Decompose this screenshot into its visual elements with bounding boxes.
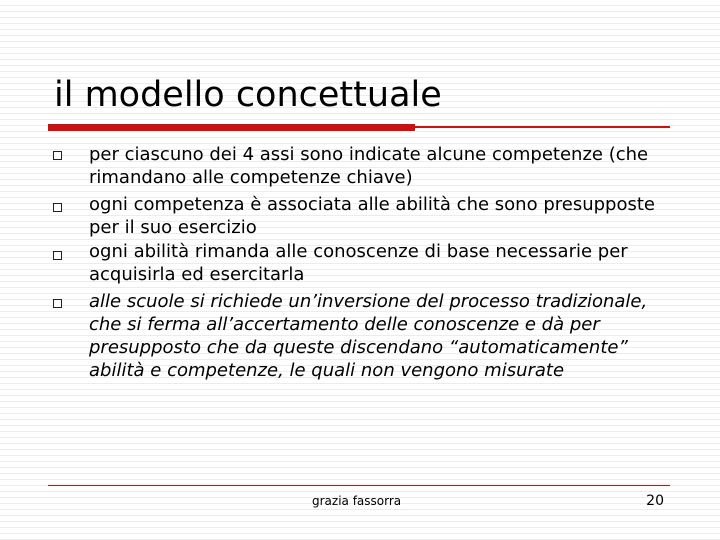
title-divider-line xyxy=(415,126,670,128)
footer-divider-line xyxy=(48,485,670,486)
title-accent-bar xyxy=(48,124,415,131)
hollow-square-icon xyxy=(53,299,62,308)
footer-author: grazia fassorra xyxy=(312,494,402,508)
bullet-text: ogni competenza è associata alle abilità che sono presupposte per il suo esercizio xyxy=(89,194,655,238)
slide-title: il modello concettuale xyxy=(54,75,442,115)
bullet-text: ogni abilità rimanda alle conoscenze di base necessarie per acquisirla ed esercitarla xyxy=(89,241,628,285)
page-number: 20 xyxy=(646,493,664,509)
bullet-text: alle scuole si richiede un’inversione del processo tradizionale, che si ferma all’accertamento delle conoscenze e dà per presupposto che da queste discendano “automaticamente” abilità e competenze, le quali non vengono misurate xyxy=(89,291,648,381)
hollow-square-icon xyxy=(53,151,62,160)
hollow-square-icon xyxy=(53,203,62,212)
hollow-square-icon xyxy=(53,251,62,260)
bullet-text: per ciascuno dei 4 assi sono indicate alcune competenze (che rimandano alle competenze chiave) xyxy=(89,144,649,188)
